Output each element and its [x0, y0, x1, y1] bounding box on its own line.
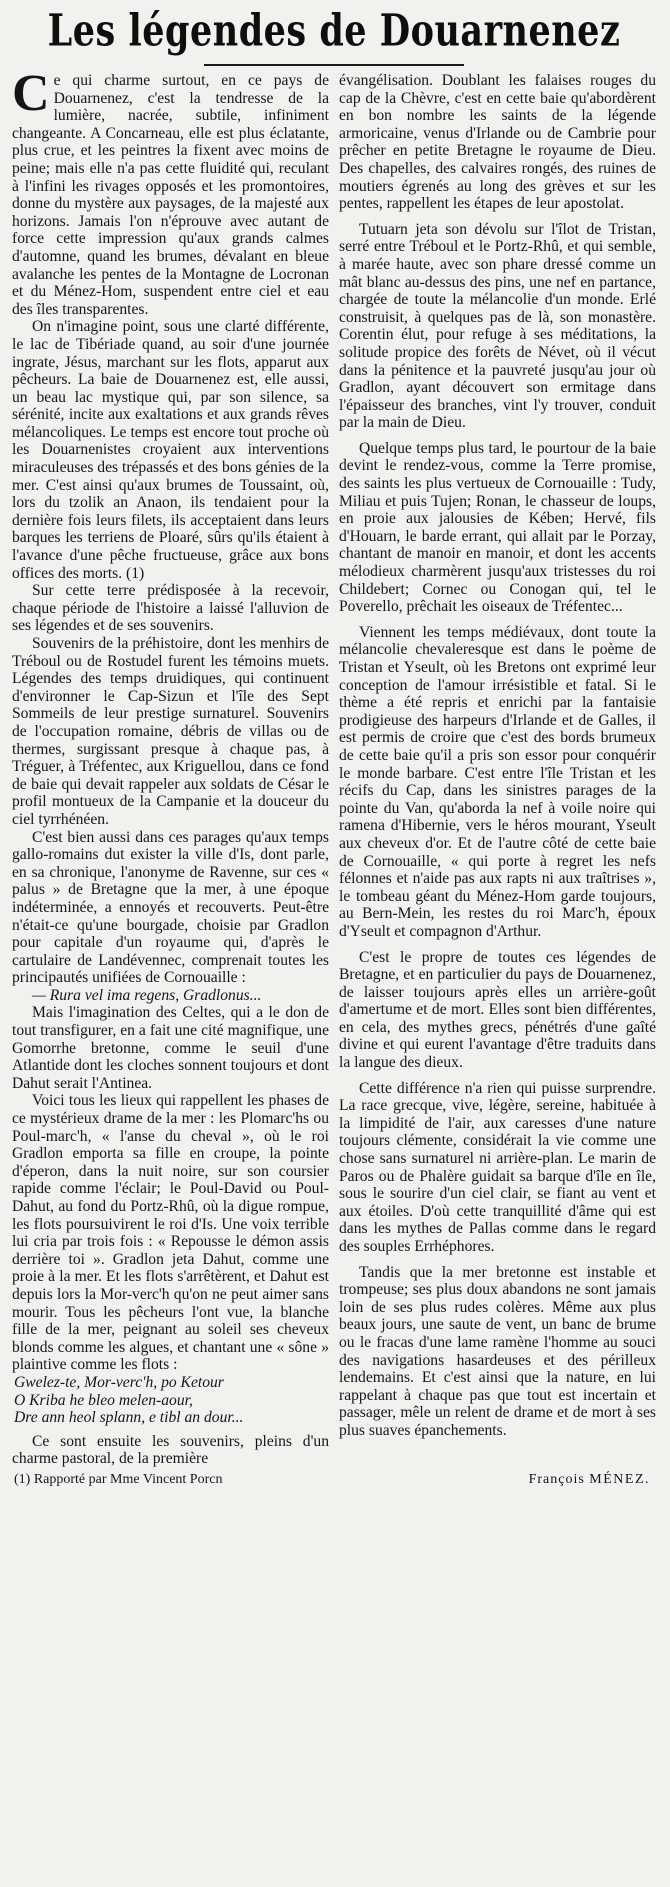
breton-verse	[12, 1374, 329, 1427]
article-paragraph: Sur cette terre prédisposée à la recevoir, chaque période de l'histoire a laissé l'alluvion de ses légendes et de ses souvenirs.	[12, 582, 329, 635]
article-paragraph: Souvenirs de la préhistoire, dont les menhirs de Tréboul ou de Rostudel furent les témoins muets. Légendes des temps druidiques, qui continuent d'environner le Cap-Sizun et l'île des Sept Sommeils de leur prestige surnaturel. Souvenirs de l'occupation romaine, débris de villas ou de thermes, surgissant presque à chaque pas, à Tréguer, à Tréfentec, aux Kriguellou, dans ce fond de baie qui devait rappeler aux soldats de César le profil montueux de la Campanie et la douceur du ciel tyrrhénéen.	[12, 635, 329, 828]
column-left	[12, 65, 329, 1468]
title-rule	[204, 64, 464, 66]
signature-first: François	[528, 1471, 585, 1487]
article-title: Les légendes de Douarnenez	[47, 5, 621, 57]
article-paragraph: — Rura vel ima regens, Gradlonus...	[32, 986, 262, 1004]
article-paragraph: Ce qui charme surtout, en ce pays de Douarnenez, c'est la tendresse de la lumière, nacrée, subtile, infiniment changeante. A Concarneau, elle est plus éclatante, plus crue, et les peintres la fixent avec moins de peine; mais elle n'a pas cette fluidité qui, reculant à l'infini les rivages opposés et les promontoires, donne du mystère aux paysages, de la majesté aux horizons. Jamais l'on n'éprouve avec autant de force cette impression qu'aux grands calmes d'automne, quand les brumes, dévalant en bleue avalanche les pentes de la Montagne de Locronan et du Ménez-Hom, suspendent entre ciel et eau des îles transparentes.	[12, 65, 329, 318]
verse-line: Gwelez-te, Mor-verc'h, po Ketour	[14, 1373, 224, 1391]
article-paragraph: Tandis que la mer bretonne est instable et trompeuse; ses plus doux abandons ne sont jamais loin de ses plus rudes colères. Même aux plus beaux jours, une saute de vent, un banc de brume ou le fracas d'une lame ramène l'homme au souci des navigations hasardeuses et des périlleux lendemains. Et c'est ainsi que la nature, en lui rappelant à chaque pas que tout est incertain et passager, mêle un relent de drame et de mort à ses plus suaves épanchements.	[339, 1263, 656, 1439]
article-paragraph: C'est le propre de toutes ces légendes de Bretagne, et en particulier du pays de Douarnenez, de laisser toujours après elles un arrière-goût d'amertume et de mort. Elles sont bien différentes, en cela, des mythes grecs, pénétrés d'une gaîté divine et qui eurent l'avantage d'être traduits dans la langue des dieux.	[339, 948, 656, 1072]
article-columns	[12, 65, 656, 1468]
article-paragraph: Viennent les temps médiévaux, dont toute la mélancolie chevaleresque est dans le poème de Tristan et Yseult, où les Bretons ont exprimé leur conception de l'amour irrésistible et fatal. Si le thème a été repris et enrichi par la fantaisie prodigieuse des harpeurs d'Irlande et de Galles, il est permis de croire que c'est des bords brumeux de cette baie qu'il a pris son essor pour conquérir le monde barbare. C'est entre l'île Tristan et les récifs du Cap, dans les sinistres parages de la pointe du Van, qu'aborda la nef à voile noire qui ramena d'Hibernie, vers le héros mourant, Yseult aux cheveux d'or. Et de l'autre côté de cette baie de Cornouaille, « qui porte à regret les nefs félonnes et n'aide pas aux rapts ni aux traîtrises », le tombeau géant du Ménez-Hom garde toujours, au Bern-Mein, les restes du roi Marc'h, époux d'Yseult et compagnon d'Arthur.	[339, 623, 656, 940]
verse-line: Dre ann heol splann, e tibl an dour...	[14, 1409, 244, 1427]
column-right	[339, 72, 656, 1468]
signature	[529, 1472, 650, 1488]
article-footer	[12, 1472, 656, 1488]
article-paragraph: Ce sont ensuite les souvenirs, pleins d'un charme pastoral, de la première	[12, 1432, 329, 1468]
article-paragraph: évangélisation. Doublant les falaises rouges du cap de la Chèvre, c'est en cette baie qu'abordèrent en bon nombre les saints de la légende armoricaine, venus d'Irlande ou de Cambrie pour prêcher en petite Bretagne le royaume de Dieu. Des chapelles, des calvaires rongés, des ruines de moutiers égrenés au long des grèves et sur les pentes, rappellent les étapes de leur apostolat.	[339, 72, 656, 213]
signature-last: MÉNEZ.	[589, 1471, 650, 1487]
article-paragraph: Tutuarn jeta son dévolu sur l'îlot de Tristan, serré entre Tréboul et le Portz-Rhû, et qui semble, à marée haute, avec son phare dressé comme un mât blanc au-dessus des pins, une nef en partance, chargée de toute la mélancolie d'un monde. Erlé construisit, à quelques pas de là, son monastère. Corentin élut, pour refuge à ses méditations, la solitude propice des forêts de Névet, où il vécut dans la pénitence et la pauvreté jusqu'au jour où Gradlon, ayant découvert son ermitage dans l'épaisseur des branches, vint l'y trouver, conduit par la main de Dieu.	[339, 220, 656, 432]
article-paragraph: On n'imagine point, sous une clarté différente, le lac de Tibériade quand, au soir d'une journée ingrate, Jésus, marchant sur les flots, apparut aux pêcheurs. La baie de Douarnenez est, elle aussi, un beau lac mystique qui, par son silence, sa sérénité, incite aux exaltations et aux grands rêves mélancoliques. Le temps est encore tout proche où les Douarnenistes croyaient aux interventions miraculeuses des trépassés et des bons génies de la mer. C'est ainsi qu'aux brumes de Toussaint, où, lors du tzolik an Anaon, ils tendaient pour la dernière fois leurs filets, ils acceptaient dans leurs barques les terriens de Ploaré, sûrs qu'ils étaient à l'avance d'une pêche fructueuse, grâce aux bons offices des morts. (1)	[12, 318, 329, 582]
drop-cap: C	[12, 65, 50, 122]
article-paragraph: C'est bien aussi dans ces parages qu'aux temps gallo-romains dut exister la ville d'Is, dont parle, en sa chronique, l'anonyme de Ravenne, sur ces « palus » de Bretagne que la mer, à une époque indéterminée, a ennoyés et recouverts. Peut-être n'était-ce qu'une bourgade, choisie par Gradlon pour capitale d'un royaume qui, d'après le cartulaire de Landévennec, comprenait toutes les principautés unifiées de Cornouaille :	[12, 828, 329, 987]
article-paragraph: Voici tous les lieux qui rappellent les phases de ce mystérieux drame de la mer : les Plomarc'hs ou Poul-marc'h, « l'anse du cheval », où le roi Gradlon emporta sa fille en croupe, la pointe d'éperon, dans la nuit noire, sur son coursier rapide comme l'éclair; le Poul-David ou Poul-Dahut, au fond du Portz-Rhû, où la digue rompue, les flots poursuivirent le roi d'Is. Une voix terrible lui cria par trois fois : « Repousse le démon assis derrière toi ». Gradlon jeta Dahut, comme une proie à la mer. Et les flots s'arrêtèrent, et Dahut est depuis lors la Mor-verc'h qu'on ne peut aimer sans mourir. Tous les pêcheurs l'ont vue, la blanche fille de la mer, peignant au soleil ses cheveux blonds comme les algues, et chantant une « sône » plaintive comme les flots :	[12, 1092, 329, 1374]
footnote: (1) Rapporté par Mme Vincent Porcn	[14, 1471, 223, 1487]
verse-line: O Kriba he bleo melen-aour,	[14, 1391, 193, 1409]
article-paragraph: Mais l'imagination des Celtes, qui a le don de tout transfigurer, en a fait une cité magnifique, une Gomorrhe bretonne, comme le seuil d'une Atlantide dont les cloches sonnent toujours et dont Dahut serait l'Antinea.	[12, 1004, 329, 1092]
article-paragraph: Quelque temps plus tard, le pourtour de la baie devint le rendez-vous, comme la Terre promise, des saints les plus vertueux de Cornouaille : Tudy, Miliau et puis Tujen; Ronan, le chasseur de loups, en proie aux jalousies de Kében; Hervé, fils d'Houarn, le barde errant, qui allait par le Porzay, chantant de manoir en manoir, et dont les accents mélodieux charmèrent jusqu'aux tristesses du roi Childebert; Cornec ou Conogan qui, tel le Poverello, prêchait les oiseaux de Tréfentec...	[339, 439, 656, 616]
article-paragraph: Cette différence n'a rien qui puisse surprendre. La race grecque, vive, légère, sereine, habituée à la limpidité de l'air, aux caresses d'une nature toujours clémente, considérait la vie comme une chose sans surnaturel ni arrière-plan. Le marin de Paros ou de Phalère guidait sa barque d'île en île, sous le sourire d'un ciel clair, se fiant au vent et aux étoiles. D'où cette tranquillité d'âme qui est dans les mythes de Pallas comme dans le regard des souples Errhéphores.	[339, 1079, 656, 1255]
